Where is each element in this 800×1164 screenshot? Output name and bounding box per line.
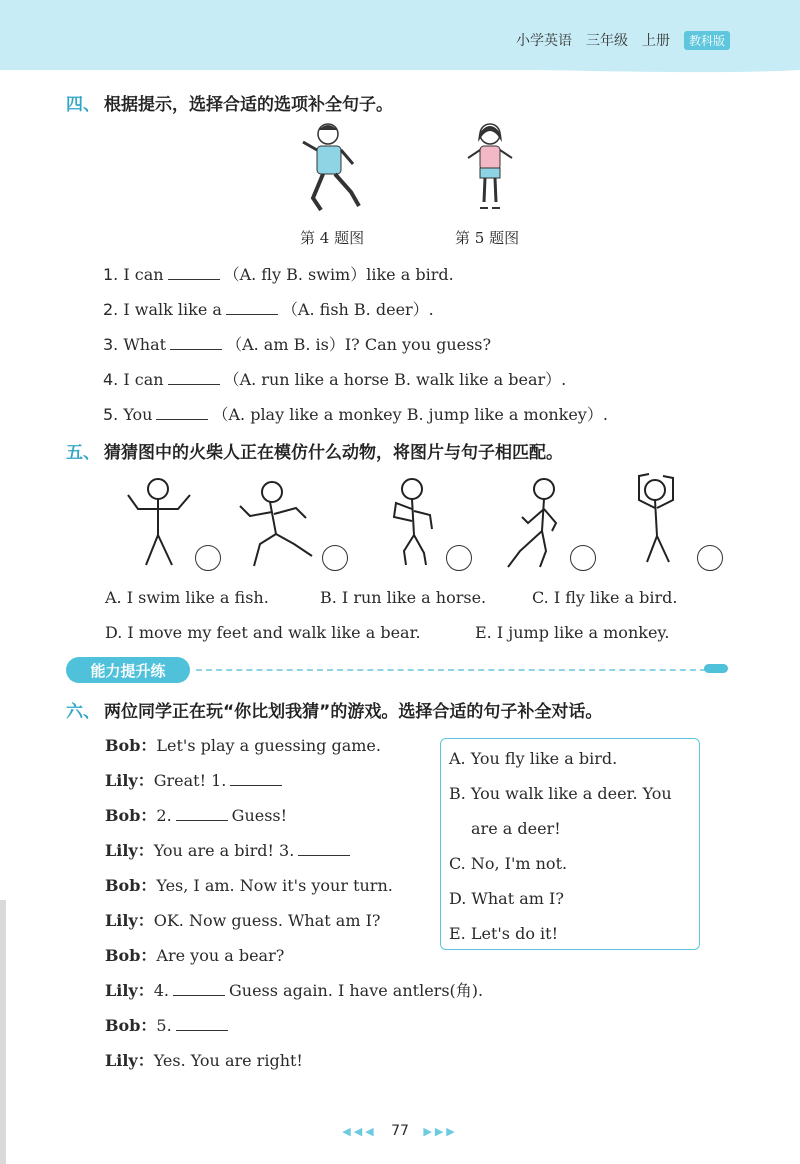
page-number: 77 bbox=[391, 1123, 409, 1139]
section4-item: 4. I can （A. run like a horse B. walk like a bear）. bbox=[103, 370, 567, 389]
left-arrows-icon: ◀◀◀ bbox=[342, 1125, 377, 1138]
dialogue-line: Lily：Yes. You are right! bbox=[105, 1051, 303, 1070]
answer-blank[interactable] bbox=[176, 1016, 228, 1031]
volume: 上册 bbox=[641, 33, 670, 49]
section6-title: 六、 两位同学正在玩“你比划我猜”的游戏。选择合适的句子补全对话。 bbox=[66, 702, 603, 722]
answer-blank[interactable] bbox=[173, 981, 225, 996]
dialogue-line: Lily：4. Guess again. I have antlers(角). bbox=[105, 981, 484, 1000]
answer-circle[interactable] bbox=[446, 545, 472, 571]
answer-blank[interactable] bbox=[176, 806, 228, 821]
header-wave bbox=[0, 40, 800, 130]
dialogue-line: Lily：You are a bird! 3. bbox=[105, 838, 354, 861]
banner-end bbox=[704, 664, 728, 673]
section4-item: 5. You （A. play like a monkey B. jump like a monkey）. bbox=[103, 405, 608, 424]
answer-circle[interactable] bbox=[570, 545, 596, 571]
dialogue-line: Bob：2. Guess! bbox=[105, 806, 288, 825]
stick-figure-1-image bbox=[118, 475, 198, 570]
answer-circle[interactable] bbox=[195, 545, 221, 571]
section5-title: 五、 猜猜图中的火柴人正在模仿什么动物，将图片与句子相匹配。 bbox=[66, 443, 563, 463]
answer-blank[interactable] bbox=[156, 405, 208, 420]
stick-figure-4-image bbox=[500, 475, 580, 570]
section4-item: 3. What （A. am B. is）I? Can you guess? bbox=[103, 335, 492, 354]
section4-item: 2. I walk like a （A. fish B. deer）. bbox=[103, 300, 434, 319]
answer-circle[interactable] bbox=[697, 545, 723, 571]
figure4-caption: 第 4 题图 bbox=[300, 229, 365, 247]
answer-blank[interactable] bbox=[298, 841, 350, 856]
section5-number: 五、 bbox=[66, 443, 100, 463]
dialogue-line: Bob：Let's play a guessing game. bbox=[105, 736, 381, 755]
ability-banner: 能力提升练 bbox=[66, 657, 190, 683]
section4-number: 四、 bbox=[66, 95, 100, 115]
answer-blank[interactable] bbox=[168, 265, 220, 280]
banner-divider bbox=[196, 669, 706, 671]
dialogue-line: Bob：Are you a bear? bbox=[105, 946, 285, 965]
dialogue-line: Bob：5. bbox=[105, 1013, 232, 1036]
right-arrows-icon: ▶▶▶ bbox=[423, 1125, 458, 1138]
figure5-caption: 第 5 题图 bbox=[455, 229, 520, 247]
section4-item: 1. I can （A. fly B. swim）like a bird. bbox=[103, 265, 454, 284]
choice-b-continued: are a deer! bbox=[471, 819, 561, 838]
option-b: B. I run like a horse. bbox=[320, 588, 487, 607]
girl-jumping-image bbox=[460, 118, 520, 218]
option-c: C. I fly like a bird. bbox=[532, 588, 678, 607]
choice-d: D. What am I? bbox=[449, 889, 564, 908]
answer-blank[interactable] bbox=[230, 771, 282, 786]
stick-figure-2-image bbox=[232, 478, 322, 570]
grade: 三年级 bbox=[585, 33, 628, 49]
edition-badge: 教科版 bbox=[684, 31, 730, 50]
subject: 小学英语 bbox=[515, 33, 572, 49]
answer-circle[interactable] bbox=[322, 545, 348, 571]
choice-a: A. You fly like a bird. bbox=[449, 749, 618, 768]
header-info bbox=[516, 30, 730, 50]
answer-blank[interactable] bbox=[226, 300, 278, 315]
option-a: A. I swim like a fish. bbox=[105, 588, 269, 607]
choice-b: B. You walk like a deer. You bbox=[449, 784, 672, 803]
option-d: D. I move my feet and walk like a bear. bbox=[105, 623, 421, 642]
answer-blank[interactable] bbox=[168, 370, 220, 385]
section4-title: 四、 根据提示，选择合适的选项补全句子。 bbox=[66, 95, 393, 115]
dialogue-line: Lily：Great! 1. bbox=[105, 768, 286, 791]
option-e: E. I jump like a monkey. bbox=[475, 623, 670, 642]
stick-figure-3-image bbox=[382, 475, 452, 570]
choices-box bbox=[440, 738, 700, 950]
section6-number: 六、 bbox=[66, 702, 100, 722]
answer-blank[interactable] bbox=[170, 335, 222, 350]
dialogue-line: Lily：OK. Now guess. What am I? bbox=[105, 911, 381, 930]
page-footer bbox=[0, 1123, 800, 1139]
stick-figure-5-image bbox=[625, 470, 695, 570]
choice-e: E. Let's do it! bbox=[449, 924, 559, 943]
choice-c: C. No, I'm not. bbox=[449, 854, 568, 873]
boy-running-image bbox=[295, 118, 365, 218]
dialogue-line: Bob：Yes, I am. Now it's your turn. bbox=[105, 876, 393, 895]
